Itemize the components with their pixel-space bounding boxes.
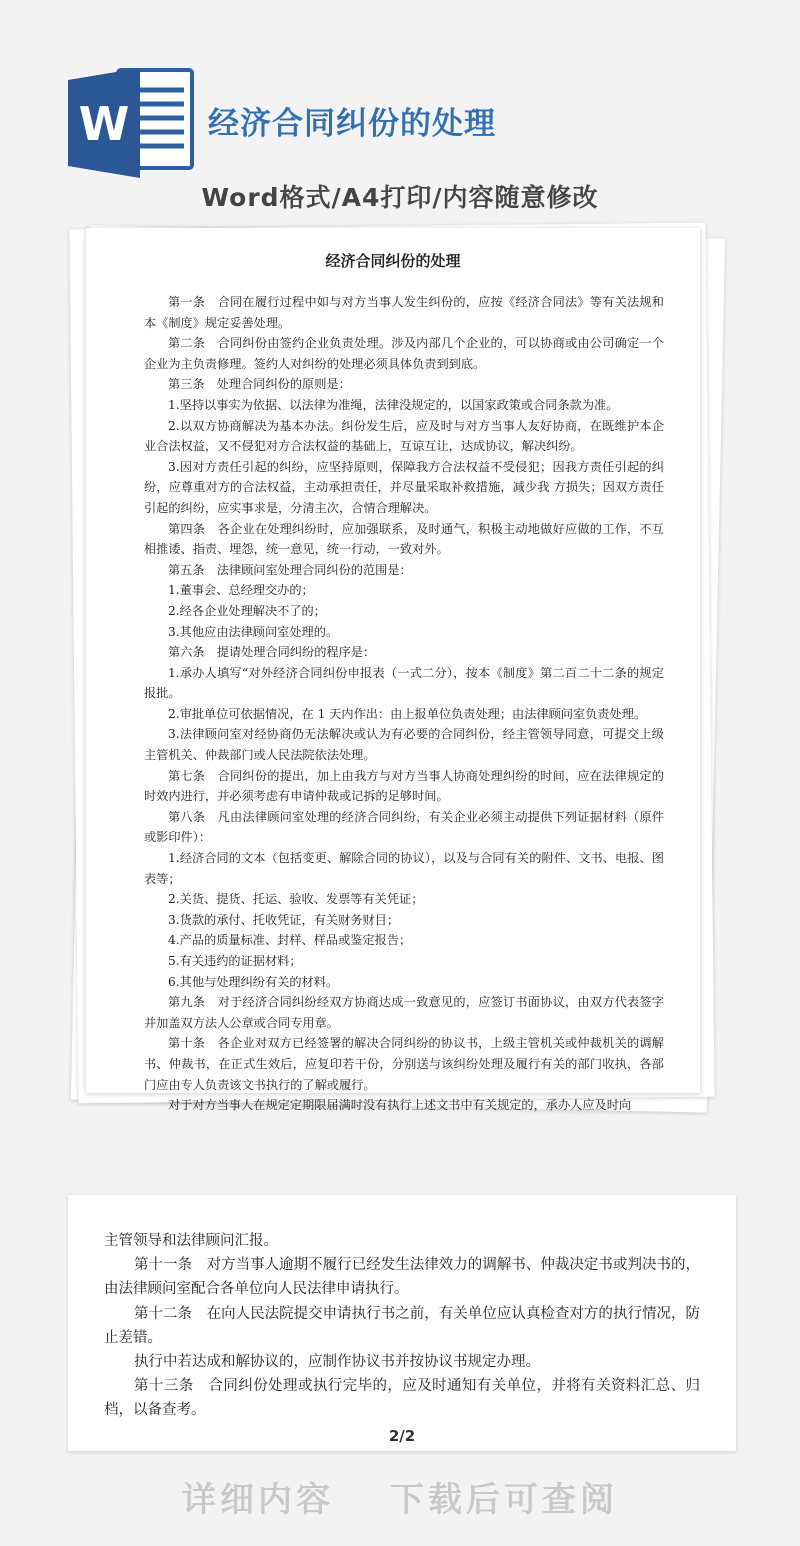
paragraph: 第五条 法律顾问室处理合同纠份的范围是： — [168, 562, 412, 577]
paragraph: 主管领导和法律顾问汇报。 — [104, 1233, 278, 1249]
paragraph: 对于对方当事人在规定定期限届满时没有执行上述文书中有关规定的，承办人应及时向 — [168, 1098, 632, 1113]
paragraph: 3.货款的承付、托收凭证，有关财务财目； — [168, 912, 400, 927]
footer-right-text: 下载后可查阅 — [390, 1480, 618, 1520]
page-subtitle: Word格式/A4打印/内容随意修改 — [201, 183, 599, 212]
paragraph: 第二条 合同纠份由签约企业负责处理。涉及内部几个企业的，可以协商或由公司确定一个企业为主负责修理。签约人对纠纷的处理必须具体负责到到底。 — [144, 336, 664, 371]
paragraph: 5.有关违约的证据材料； — [168, 954, 302, 968]
paragraph: 第六条 提请处理合同纠纷的程序是： — [168, 645, 376, 660]
document-page-2 — [68, 1195, 736, 1451]
document-title: 经济合同纠份的处理 — [325, 252, 461, 270]
document-body — [104, 1229, 700, 1423]
page-number: 2/2 — [388, 1427, 416, 1445]
paragraph: 第八条 凡由法律顾问室处理的经济合同纠纷，有关企业必须主动提供下列证据材料（原件或影印件）： — [144, 809, 664, 845]
paragraph: 1.坚持以事实为依据、以法律为准绳，法律没规定的，以国家政策或合同条款为准。 — [168, 397, 619, 412]
page-title: 经济合同纠份的处理 — [208, 106, 496, 142]
paragraph: 第十条 各企业对双方已经签署的解决合同纠纷的协议书，上级主管机关或仲裁机关的调解书、仲裁书，在正式生效后，应复印若干份，分别送与该纠纷处理及履行有关的部门收执，各部门应由专人负责该文书执行的了解或履行。 — [144, 1036, 664, 1092]
paragraph: 第九条 对于经济合同纠纷经双方协商达成一致意见的，应签订书面协议，由双方代表签字并加盖双方法人公章或合同专用章。 — [144, 995, 664, 1030]
paragraph: 6.其他与处理纠纷有关的材料。 — [168, 974, 339, 989]
paragraph: 2.审批单位可依据情况，在 1 天内作出：由上报单位负责处理；由法律顾问室负责处理。 — [168, 706, 647, 721]
word-icon-letter: W — [78, 97, 130, 151]
paragraph: 第三条 处理合同纠份的原则是： — [168, 377, 351, 392]
footer-notice — [0, 1472, 800, 1521]
document-page-1 — [86, 228, 700, 1113]
paragraph: 2.经各企业处理解决不了的； — [168, 603, 326, 618]
paragraph: 第十一条 对方当事人逾期不履行已经发生法律效力的调解书、仲裁决定书或判决书的，由法律顾问室配合各单位向人民法律申请执行。 — [104, 1257, 700, 1298]
paragraph: 1.承办人填写“对外经济合同纠份申报表（一式二分），按本《制度》第二百二十二条的规定报批。 — [144, 665, 664, 701]
document-body — [144, 292, 664, 1116]
paragraph: 3.法律顾问室对经协商仍无法解决或认为有必要的合同纠份，经主管领导同意，可提交上级主管机关、仲裁部门或人民法院依法处理。 — [144, 727, 664, 763]
paragraph: 1.董事会、总经理交办的； — [168, 583, 314, 598]
paragraph: 第一条 合同在履行过程中如与对方当事人发生纠份的，应按《经济合同法》等有关法规和本《制度》规定妥善处理。 — [144, 295, 664, 330]
paragraph: 3.其他应由法律顾问室处理的。 — [168, 624, 339, 639]
paragraph: 第四条 各企业在处理纠纷时，应加强联系，及时通气，积极主动地做好应做的工作，不互相推诿、指责、埋怨，统一意见，统一行动，一致对外。 — [144, 521, 664, 557]
footer-left-text: 详细内容 — [182, 1480, 334, 1520]
paragraph: 2.关货、提货、托运、验收、发票等有关凭证； — [168, 892, 424, 907]
paragraph: 3.因对方责任引起的纠纷，应坚持原则，保障我方合法权益不受侵犯；因我方责任引起的纠纷，应尊重对方的合法权益，主动承担责任，并尽量采取补救措施，减少我 方损失；因双方责任引起的纠纷，应实事求是，分清主次，合情合理解决。 — [144, 459, 664, 515]
paragraph: 第十二条 在向人民法院提交申请执行书之前，有关单位应认真检查对方的执行情况，防止差错。 — [104, 1305, 700, 1346]
paragraph: 第七条 合同纠份的提出，加上由我方与对方当事人协商处理纠纷的时间，应在法律规定的时效内进行，并必须考虑有申请仲裁或记拆的足够时间。 — [144, 768, 664, 804]
paragraph: 1.经济合同的文本（包括变更、解除合同的协议），以及与合同有关的附件、文书、电报、图表等； — [144, 851, 664, 886]
paragraph: 第十三条 合同纠份处理或执行完毕的，应及时通知有关单位，并将有关资料汇总、归档，以备查考。 — [104, 1378, 700, 1419]
word-icon — [68, 68, 194, 178]
paragraph: 4.产品的质量标准、封样、样品或鉴定报告； — [168, 933, 412, 948]
header — [0, 0, 800, 210]
paragraph: 2.以双方协商解决为基本办法。纠份发生后，应及时与对方当事人友好协商，在既维护本企业合法权益，又不侵犯对方合法权益的基础上，互谅互让，达成协议，解决纠纷。 — [144, 418, 664, 454]
paragraph: 执行中若达成和解协议的，应制作协议书并按协议书规定办理。 — [134, 1354, 540, 1371]
